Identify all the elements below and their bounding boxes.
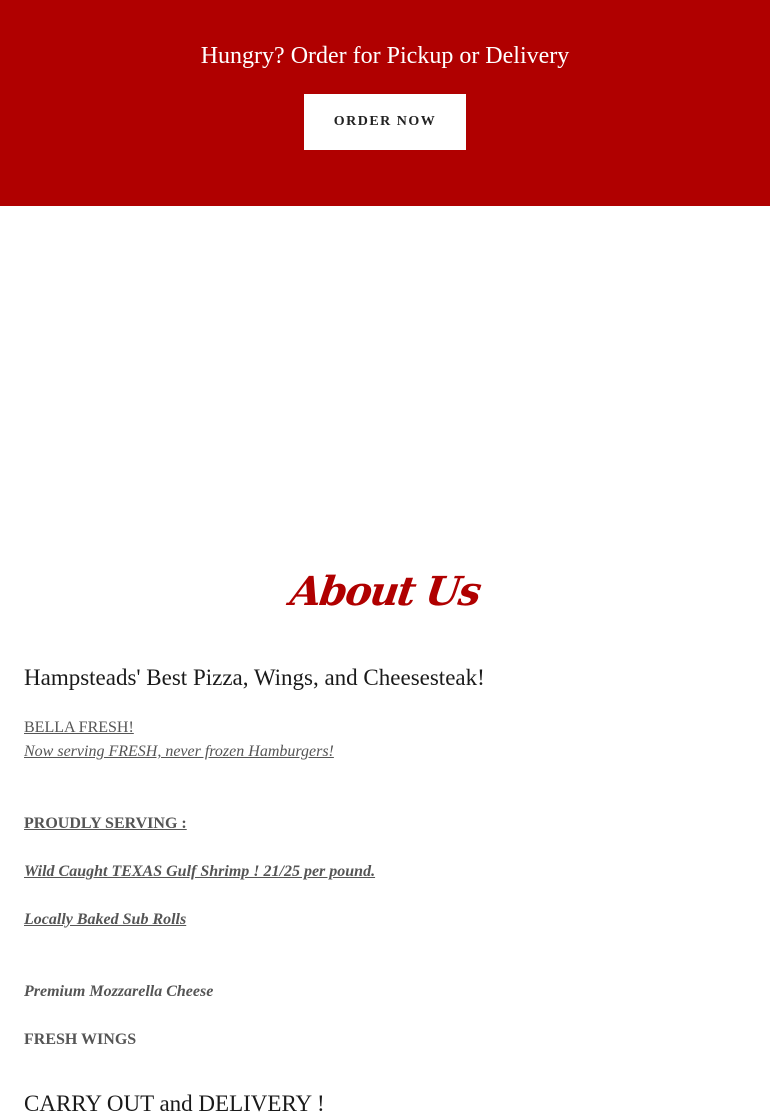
proudly-serving-text: PROUDLY SERVING :	[24, 815, 187, 832]
about-us-heading: About Us	[287, 568, 483, 615]
sub-rolls-text: Locally Baked Sub Rolls	[24, 911, 187, 928]
carry-out-heading: CARRY OUT and DELIVERY !	[24, 1091, 325, 1116]
bella-fresh-text: BELLA FRESH!	[24, 719, 134, 736]
banner-title: Hungry? Order for Pickup or Delivery	[200, 43, 570, 69]
fresh-wings-text: FRESH WINGS	[24, 1031, 137, 1048]
order-now-button[interactable]: ORDER NOW	[304, 94, 466, 150]
about-tagline: Hampsteads' Best Pizza, Wings, and Cheesesteak!	[24, 665, 485, 690]
hamburgers-text: Now serving FRESH, never frozen Hamburgers!	[24, 743, 334, 760]
media-placeholder	[0, 206, 770, 536]
shrimp-text: Wild Caught TEXAS Gulf Shrimp ! 21/25 per pound.	[24, 863, 376, 880]
order-banner	[0, 0, 770, 206]
mozzarella-text: Premium Mozzarella Cheese	[24, 983, 214, 1000]
